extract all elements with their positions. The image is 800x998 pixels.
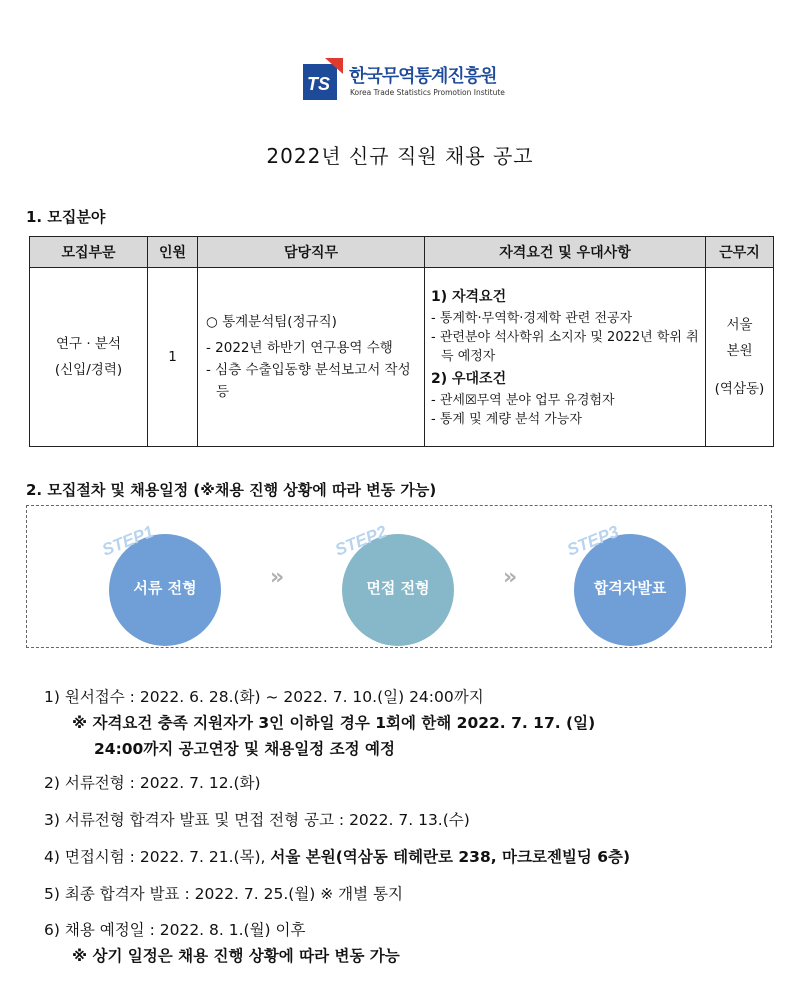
schedule-item-1 — [44, 685, 484, 707]
step-1-label: 서류 전형 — [133, 579, 197, 597]
table-row — [30, 268, 774, 447]
step-2 — [332, 521, 454, 646]
item-number: 4) — [44, 848, 60, 866]
preference-item: - 통계 및 계량 분석 가능자 — [431, 411, 582, 427]
section1-heading: 1. 모집분야 — [26, 208, 106, 226]
item-number: 6) — [44, 921, 60, 939]
logo-name-en: Korea Trade Statistics Promotion Institute — [350, 88, 505, 97]
step-1-tag — [95, 512, 235, 572]
schedule-item-4 — [44, 845, 630, 867]
item-number: 2) — [44, 774, 60, 792]
schedule-item-6 — [44, 918, 305, 940]
location-office: 본원 — [726, 343, 753, 359]
item-text: 면접시험 : 2022. 7. 21.(목), — [64, 848, 271, 866]
header-duty: 담당직무 — [198, 237, 425, 268]
step-arrow-icon: » — [503, 565, 512, 590]
section2-heading: 2. 모집절차 및 채용일정 (※채용 진행 상황에 따라 변동 가능) — [26, 481, 437, 499]
step-3-label: 합격자발표 — [593, 579, 667, 597]
cell-division — [30, 268, 148, 447]
header-count: 인원 — [148, 237, 198, 268]
step-3 — [564, 521, 686, 646]
logo-mark-text: TS — [307, 74, 331, 94]
duty-title: ○ 통계분석팀(정규직) — [206, 314, 337, 330]
duty-item: - 심층 수출입동향 분석보고서 작성 등 — [206, 362, 411, 400]
extension-note-line1: ※ 자격요건 충족 지원자가 3인 이하일 경우 1회에 한해 2022. 7. 17. (일) — [72, 714, 596, 732]
schedule-item-3 — [44, 808, 470, 830]
qualification-item: - 관련분야 석사학위 소지자 및 2022년 학위 취득 예정자 — [431, 329, 699, 364]
item-number: 3) — [44, 811, 60, 829]
step-2-label: 면접 전형 — [366, 579, 430, 597]
cell-qualification — [425, 268, 706, 447]
item-text: 서류전형 합격자 발표 및 면접 전형 공고 : 2022. 7. 13.(수) — [64, 811, 470, 829]
header-location: 근무지 — [706, 237, 774, 268]
cell-location — [706, 268, 774, 447]
recruit-table — [29, 236, 774, 447]
step-arrow-icon: » — [270, 565, 279, 590]
qualification-item: - 통계학·무역학·경제학 관련 전공자 — [431, 310, 633, 326]
item-text: 서류전형 : 2022. 7. 12.(화) — [64, 774, 261, 792]
preference-item: - 관세☒무역 분야 업무 유경험자 — [431, 392, 615, 408]
item-number: 1) — [44, 688, 60, 706]
item-text: 채용 예정일 : 2022. 8. 1.(월) 이후 — [64, 921, 306, 939]
extension-note-line2: 24:00까지 공고연장 및 채용일정 조정 예정 — [94, 740, 395, 758]
duty-item: - 2022년 하반기 연구용역 수행 — [206, 340, 393, 356]
svg-text:STEP2: STEP2 — [332, 521, 390, 560]
schedule-item-2 — [44, 771, 261, 793]
item-text: 원서접수 : 2022. 6. 28.(화) ~ 2022. 7. 10.(일) 24:00까지 — [64, 688, 484, 706]
svg-text:STEP1: STEP1 — [99, 521, 157, 560]
table-header-row — [30, 237, 774, 268]
cell-duty — [198, 268, 425, 447]
process-steps — [26, 505, 772, 648]
step-2-tag — [328, 512, 468, 572]
cell-count: 1 — [148, 268, 198, 447]
item-text: 최종 합격자 발표 : 2022. 7. 25.(월) ※ 개별 통지 — [64, 885, 403, 903]
logo-name-ko: 한국무역통계진흥원 — [349, 66, 497, 87]
schedule-change-note: ※ 상기 일정은 채용 진행 상황에 따라 변동 가능 — [72, 947, 400, 965]
item-number: 5) — [44, 885, 60, 903]
interview-location: 서울 본원(역삼동 테헤란로 238, 마크로젠빌딩 6층) — [270, 848, 631, 866]
location-district: (역삼동) — [714, 381, 765, 397]
division-type: (신입/경력) — [54, 362, 123, 378]
preference-heading: 2) 우대조건 — [431, 370, 507, 387]
header-qualification: 자격요건 및 우대사항 — [425, 237, 706, 268]
location-city: 서울 — [726, 317, 753, 333]
svg-text:STEP3: STEP3 — [564, 521, 622, 560]
step-1 — [99, 521, 221, 646]
step-3-tag — [560, 512, 700, 572]
institute-logo — [303, 56, 508, 106]
page-title: 2022년 신규 직원 채용 공고 — [266, 144, 534, 168]
qualification-heading: 1) 자격요건 — [431, 288, 507, 305]
division-name: 연구 · 분석 — [55, 336, 122, 352]
header-division: 모집부문 — [30, 237, 148, 268]
schedule-item-5 — [44, 882, 403, 904]
ts-logo-mark — [303, 58, 343, 104]
